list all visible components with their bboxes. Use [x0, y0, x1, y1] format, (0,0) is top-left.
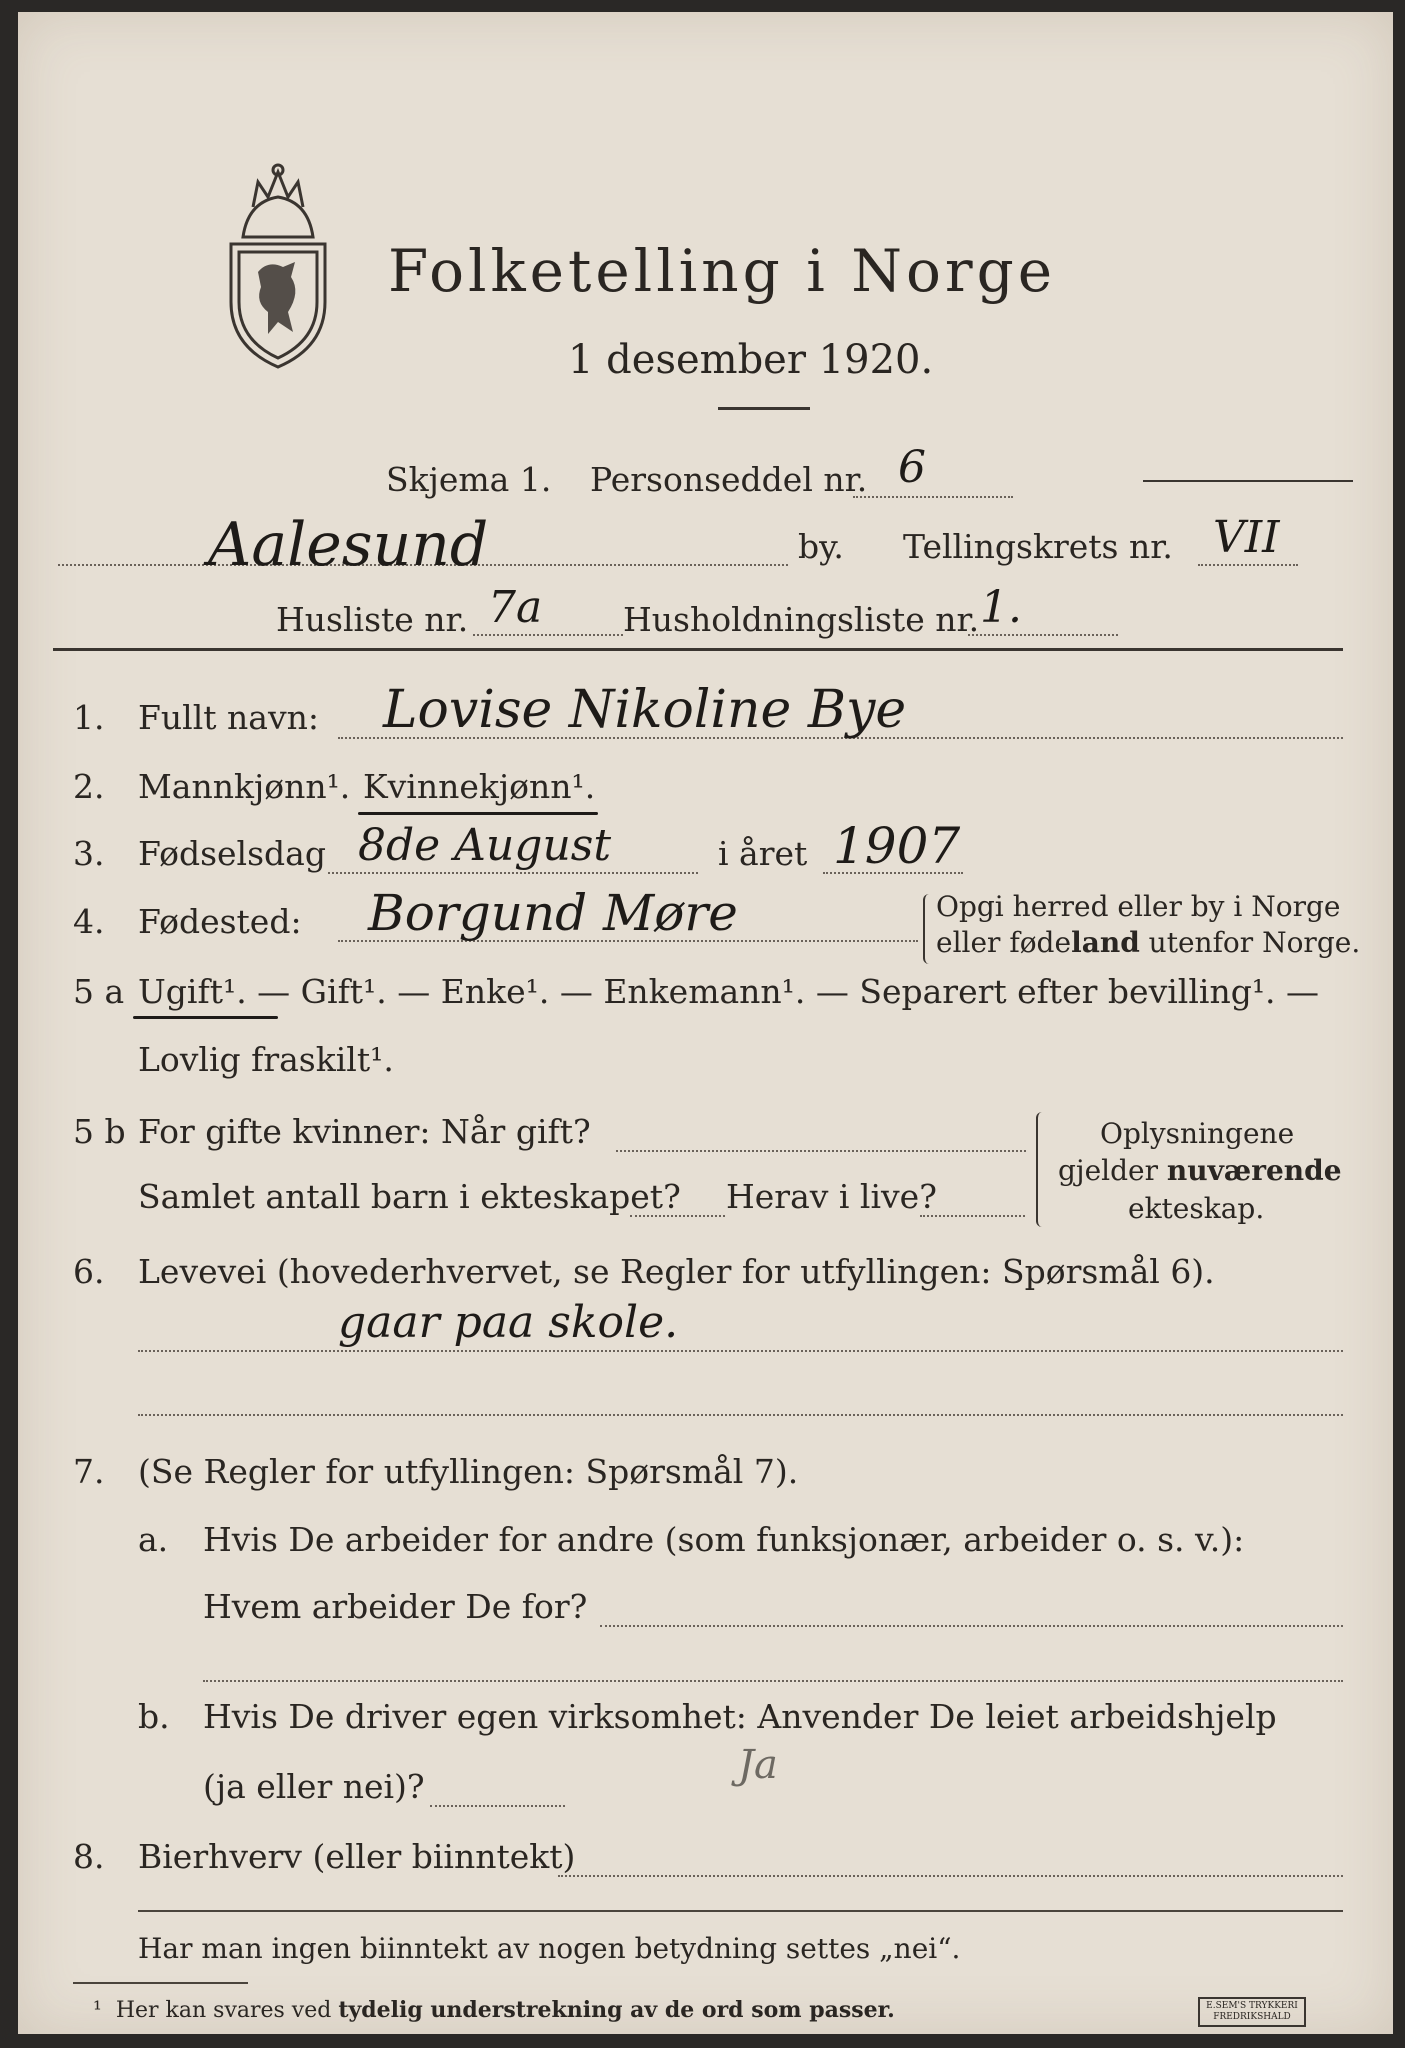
q5b-label2: Samlet antall barn i ekteskapet? [138, 1177, 681, 1216]
q4-brace [923, 894, 935, 964]
q4-note-line1: Opgi herred eller by i Norge [936, 890, 1341, 923]
q5a-line1: Ugift¹. — Gift¹. — Enke¹. — Enkemann¹. — Separert efter bevilling¹. — [138, 972, 1320, 1011]
title-divider [718, 407, 810, 410]
q5b-label3: Herav i live? [726, 1177, 937, 1216]
q5b-line3 [920, 1215, 1025, 1217]
personseddel-label: Personseddel nr. [590, 460, 868, 499]
q6-value: gaar paa skole. [338, 1297, 679, 1348]
husliste-label: Husliste nr. [276, 600, 469, 639]
personseddel-value: 6 [898, 442, 926, 493]
q5b-brace [1036, 1112, 1048, 1227]
q5a-ugift: Ugift¹. [138, 972, 247, 1011]
q8-number: 8. [73, 1837, 105, 1876]
q5b-note2: gjelder nuværende [1058, 1154, 1342, 1187]
q5b-note3: ekteskap. [1128, 1192, 1265, 1225]
q7b-label2: (ja eller nei)? [203, 1767, 425, 1806]
q7-label: (Se Regler for utfyllingen: Spørsmål 7). [138, 1452, 799, 1491]
husholdning-value: 1. [980, 582, 1022, 633]
q3-year-label: i året [718, 834, 808, 873]
husliste-value: 7a [488, 582, 543, 633]
q4-label: Fødested: [138, 902, 302, 941]
q4-note-line2: eller fødeland utenfor Norge. [936, 926, 1361, 959]
q2-number: 2. [73, 767, 105, 806]
tellingskrets-value: VII [1213, 512, 1280, 563]
q6-line2 [138, 1414, 1343, 1416]
footer-note: Har man ingen biinntekt av nogen betydning settes „nei“. [138, 1932, 961, 1965]
q5b-label1: For gifte kvinner: Når gift? [138, 1112, 591, 1151]
census-form [18, 12, 1393, 2034]
husholdning-line [968, 634, 1118, 636]
q3-year-value: 1907 [833, 817, 961, 875]
q5b-note1: Oplysningene [1100, 1117, 1295, 1150]
footnote-rule [73, 1982, 248, 1984]
personseddel-line [853, 496, 1013, 498]
form-title: Folketelling i Norge [388, 237, 1057, 305]
tellingskrets-line [1198, 564, 1298, 566]
q3-number: 3. [73, 834, 105, 873]
q4-value: Borgund Møre [368, 884, 738, 942]
q7b-line [430, 1805, 565, 1807]
q8-label: Bierhverv (eller biinntekt) [138, 1837, 576, 1876]
printer-stamp: E.SEM'S TRYKKERI FREDRIKSHALD [1198, 1997, 1306, 2027]
q2-mann-label: Mannkjønn¹. [138, 767, 351, 806]
q7a-line2 [203, 1680, 1343, 1682]
q7a-number: a. [138, 1520, 169, 1559]
skjema-label: Skjema 1. [386, 460, 552, 499]
husliste-line [473, 634, 623, 636]
q1-number: 1. [73, 698, 105, 737]
q3-label: Fødselsdag [138, 834, 326, 873]
q8-bottom-rule [138, 1910, 1343, 1912]
q3-day-line [328, 872, 698, 874]
census-date: 1 desember 1920. [568, 337, 934, 383]
husholdning-label: Husholdningsliste nr. [623, 600, 980, 639]
norwegian-coat-of-arms-icon [213, 162, 343, 372]
q7a-label2: Hvem arbeider De for? [203, 1587, 588, 1626]
q6-line1 [138, 1350, 1343, 1352]
top-right-rule [1143, 480, 1353, 482]
footnote: ¹ Her kan svares ved tydelig understrekning av de ord som passer. [93, 1997, 895, 2023]
q7b-number: b. [138, 1697, 170, 1736]
q5b-line2 [630, 1215, 725, 1217]
q2-kvinne-label: Kvinnekjønn¹. [363, 767, 596, 806]
q5a-number: 5 a [73, 972, 125, 1011]
q5b-line1 [616, 1150, 1026, 1152]
q7a-label: Hvis De arbeider for andre (som funksjonær, arbeider o. s. v.): [203, 1520, 1245, 1559]
q7-number: 7. [73, 1452, 105, 1491]
q7b-label: Hvis De driver egen virksomhet: Anvender De leiet arbeidshjelp [203, 1697, 1277, 1736]
q1-value: Lovise Nikoline Bye [383, 680, 907, 740]
q2-kvinne-underline [358, 812, 598, 815]
section-divider [53, 648, 1343, 651]
q5b-number: 5 b [73, 1112, 126, 1151]
q6-number: 6. [73, 1252, 105, 1291]
q8-line [558, 1875, 1343, 1877]
q7b-value: Ja [738, 1742, 778, 1788]
q3-day-value: 8de August [358, 820, 612, 871]
q5a-line2: Lovlig fraskilt¹. [138, 1040, 394, 1079]
q5a-ugift-underline [133, 1016, 278, 1019]
q1-label: Fullt navn: [138, 698, 319, 737]
q7a-line1 [600, 1625, 1343, 1627]
q6-label: Levevei (hovederhvervet, se Regler for utfyllingen: Spørsmål 6). [138, 1252, 1215, 1291]
q4-number: 4. [73, 902, 105, 941]
tellingskrets-label: Tellingskrets nr. [903, 527, 1173, 566]
city-value: Aalesund [208, 510, 489, 580]
by-label: by. [798, 527, 844, 566]
